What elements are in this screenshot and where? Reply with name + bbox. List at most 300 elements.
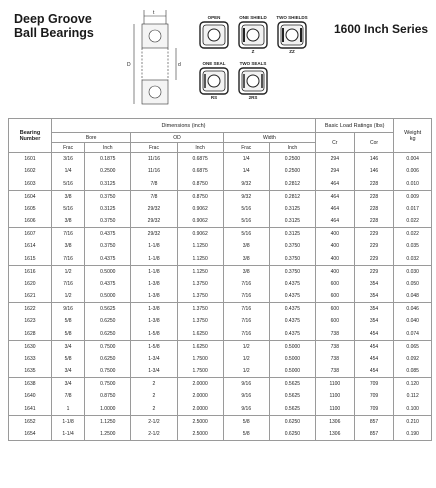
- cell-width-inch: 0.3125: [269, 203, 315, 216]
- label-outer-diameter: D: [127, 62, 131, 68]
- cell-width-frac: 9/16: [223, 390, 269, 403]
- table-row: [9, 365, 432, 378]
- cell-bearing: 1602: [9, 165, 52, 178]
- cell-od-frac: 2-1/2: [131, 428, 177, 441]
- cell-cor: 857: [354, 428, 394, 441]
- cell-od-inch: 1.1250: [177, 265, 223, 278]
- table-row: [9, 203, 432, 216]
- cell-bore-frac: 5/8: [51, 353, 84, 366]
- header-weight-unit: kg: [409, 135, 416, 142]
- cell-width-frac: 3/8: [223, 240, 269, 253]
- cell-od-frac: 2-1/2: [131, 415, 177, 428]
- header-od-inch: Inch: [177, 143, 223, 153]
- variant-code: [194, 49, 234, 55]
- cell-bore-inch: 0.6250: [85, 353, 131, 366]
- cell-width-inch: 0.5625: [269, 403, 315, 416]
- cell-bearing: 1654: [9, 428, 52, 441]
- cell-od-frac: 1-3/8: [131, 303, 177, 316]
- cell-od-frac: 11/16: [131, 165, 177, 178]
- variant-open: [194, 14, 234, 55]
- cell-od-inch: 1.3750: [177, 303, 223, 316]
- variant-label: TWO SHIELDS: [276, 15, 308, 20]
- cell-od-frac: 29/32: [131, 203, 177, 216]
- cell-width-frac: 1/2: [223, 340, 269, 353]
- cell-od-frac: 1-1/8: [131, 265, 177, 278]
- title-line-1: Deep Groove: [14, 12, 92, 26]
- header-weight: [394, 119, 432, 153]
- variant-code: 2RS: [248, 95, 258, 100]
- cell-cor: 229: [354, 228, 394, 241]
- bearing-two-seals-icon: [238, 67, 268, 95]
- cell-cr: 1100: [316, 390, 355, 403]
- cell-cr: 294: [316, 165, 355, 178]
- cell-weight: 0.035: [394, 240, 432, 253]
- cell-width-frac: 1/4: [223, 165, 269, 178]
- cell-width-frac: 5/8: [223, 428, 269, 441]
- cell-width-frac: 3/8: [223, 265, 269, 278]
- table-row: [9, 165, 432, 178]
- cell-od-frac: 2: [131, 378, 177, 391]
- cell-bearing: 1635: [9, 365, 52, 378]
- cell-bore-frac: 3/16: [51, 153, 84, 166]
- cell-bore-inch: 0.3125: [85, 203, 131, 216]
- cell-cr: 400: [316, 253, 355, 266]
- cell-width-frac: 7/16: [223, 290, 269, 303]
- cell-weight: 0.120: [394, 378, 432, 391]
- cell-cor: 228: [354, 215, 394, 228]
- cell-bore-inch: 0.4375: [85, 278, 131, 291]
- cell-bore-inch: 0.5625: [85, 303, 131, 316]
- cell-bore-frac: 1/2: [51, 265, 84, 278]
- cell-width-inch: 0.2500: [269, 153, 315, 166]
- cell-cor: 229: [354, 240, 394, 253]
- table-row: [9, 290, 432, 303]
- cell-bore-frac: 3/4: [51, 365, 84, 378]
- cell-weight: 0.100: [394, 403, 432, 416]
- cell-od-inch: 2.0000: [177, 378, 223, 391]
- cell-width-frac: 9/16: [223, 403, 269, 416]
- cell-bore-inch: 0.3125: [85, 178, 131, 191]
- table-row: [9, 328, 432, 341]
- cell-bearing: 1603: [9, 178, 52, 191]
- bearing-two-shields-icon: [277, 21, 307, 49]
- table-row: [9, 153, 432, 166]
- cell-bore-frac: 9/16: [51, 303, 84, 316]
- cell-od-inch: 0.9062: [177, 203, 223, 216]
- cell-cr: 1100: [316, 378, 355, 391]
- table-row: [9, 428, 432, 441]
- cell-width-inch: 0.5000: [269, 340, 315, 353]
- cell-cr: 738: [316, 365, 355, 378]
- header-dimensions: Dimensions (inch): [51, 119, 315, 133]
- cell-weight: 0.010: [394, 178, 432, 191]
- header-bore: Bore: [51, 133, 130, 143]
- bearing-table-body: [9, 153, 432, 441]
- cell-od-frac: 29/32: [131, 228, 177, 241]
- cell-width-frac: 7/16: [223, 278, 269, 291]
- variant-one-shield: [233, 14, 273, 55]
- cell-bore-inch: 0.5000: [85, 265, 131, 278]
- cell-cor: 228: [354, 203, 394, 216]
- cell-width-frac: 7/16: [223, 328, 269, 341]
- cell-bore-inch: 0.6250: [85, 315, 131, 328]
- cell-od-inch: 1.7500: [177, 365, 223, 378]
- cell-cr: 600: [316, 315, 355, 328]
- cell-weight: 0.050: [394, 278, 432, 291]
- cell-od-inch: 0.6875: [177, 165, 223, 178]
- cell-od-frac: 11/16: [131, 153, 177, 166]
- variant-label: ONE SHIELD: [239, 15, 267, 20]
- cell-od-inch: 0.8750: [177, 178, 223, 191]
- bearing-cross-section-diagram: [122, 6, 186, 116]
- cell-bore-inch: 0.7500: [85, 340, 131, 353]
- bearing-spec-table: [8, 118, 432, 441]
- cell-bore-frac: 1-1/8: [51, 415, 84, 428]
- cell-weight: 0.017: [394, 203, 432, 216]
- cell-bearing: 1616: [9, 265, 52, 278]
- cell-cor: 454: [354, 340, 394, 353]
- table-row: [9, 315, 432, 328]
- cell-cr: 738: [316, 340, 355, 353]
- table-row: [9, 265, 432, 278]
- variant-code: ZZ: [289, 49, 295, 54]
- table-row: [9, 353, 432, 366]
- cell-cr: 600: [316, 290, 355, 303]
- cell-od-inch: 1.1250: [177, 240, 223, 253]
- variant-code: Z: [251, 49, 255, 54]
- cell-bore-frac: 3/8: [51, 240, 84, 253]
- cell-cor: 454: [354, 353, 394, 366]
- cell-width-frac: 7/16: [223, 303, 269, 316]
- table-row: [9, 415, 432, 428]
- cell-od-frac: 29/32: [131, 215, 177, 228]
- cell-bore-inch: 0.8750: [85, 390, 131, 403]
- cell-cor: 857: [354, 415, 394, 428]
- cell-od-frac: 1-5/8: [131, 340, 177, 353]
- cell-od-inch: 1.3750: [177, 278, 223, 291]
- cell-width-frac: 7/16: [223, 315, 269, 328]
- cell-bore-inch: 0.4375: [85, 253, 131, 266]
- cell-bore-inch: 0.7500: [85, 365, 131, 378]
- cell-bearing: 1601: [9, 153, 52, 166]
- cell-cr: 464: [316, 215, 355, 228]
- variant-code: RS: [210, 95, 218, 100]
- cell-bore-frac: 3/4: [51, 378, 84, 391]
- cell-width-inch: 0.5000: [269, 353, 315, 366]
- cell-width-frac: 9/32: [223, 178, 269, 191]
- cell-bore-frac: 1/2: [51, 290, 84, 303]
- header-width-frac: Frac: [223, 143, 269, 153]
- cell-width-inch: 0.4375: [269, 315, 315, 328]
- cell-od-inch: 0.8750: [177, 190, 223, 203]
- cell-bore-inch: 0.2500: [85, 165, 131, 178]
- cell-bore-inch: 0.7500: [85, 378, 131, 391]
- table-row: [9, 240, 432, 253]
- cell-cor: 146: [354, 153, 394, 166]
- title-line-2: Ball Bearings: [14, 26, 94, 40]
- cell-cor: 354: [354, 315, 394, 328]
- cell-cor: 146: [354, 165, 394, 178]
- cell-od-inch: 1.6250: [177, 340, 223, 353]
- cell-cr: 738: [316, 328, 355, 341]
- cell-cr: 294: [316, 153, 355, 166]
- cell-od-frac: 7/8: [131, 178, 177, 191]
- cell-width-inch: 0.2812: [269, 178, 315, 191]
- cell-width-inch: 0.5000: [269, 365, 315, 378]
- cell-bore-frac: 3/8: [51, 215, 84, 228]
- cell-od-frac: 1-1/8: [131, 240, 177, 253]
- cell-cor: 454: [354, 328, 394, 341]
- cell-bore-inch: 0.1875: [85, 153, 131, 166]
- table-row: [9, 215, 432, 228]
- cell-width-frac: 1/4: [223, 153, 269, 166]
- cell-bore-frac: 1/4: [51, 165, 84, 178]
- cell-od-inch: 0.6875: [177, 153, 223, 166]
- cell-weight: 0.004: [394, 153, 432, 166]
- cell-cor: 354: [354, 278, 394, 291]
- label-t: t: [153, 10, 155, 16]
- cell-bearing: 1623: [9, 315, 52, 328]
- header-width-inch: Inch: [269, 143, 315, 153]
- cell-bore-frac: 5/16: [51, 203, 84, 216]
- cell-bore-inch: 0.6250: [85, 328, 131, 341]
- cell-bearing: 1614: [9, 240, 52, 253]
- cell-width-inch: 0.5625: [269, 378, 315, 391]
- cell-od-frac: 2: [131, 390, 177, 403]
- cell-od-frac: 1-3/8: [131, 278, 177, 291]
- cell-cr: 600: [316, 278, 355, 291]
- cell-od-frac: 1-3/8: [131, 315, 177, 328]
- header-od-frac: Frac: [131, 143, 177, 153]
- cell-width-inch: 0.6250: [269, 428, 315, 441]
- cell-weight: 0.074: [394, 328, 432, 341]
- cell-cor: 228: [354, 190, 394, 203]
- cell-bearing: 1638: [9, 378, 52, 391]
- cell-bore-inch: 0.5000: [85, 290, 131, 303]
- bearing-one-seal-icon: [199, 67, 229, 95]
- cell-weight: 0.046: [394, 303, 432, 316]
- cell-bore-frac: 7/16: [51, 278, 84, 291]
- cell-od-inch: 2.0000: [177, 390, 223, 403]
- cell-cr: 464: [316, 190, 355, 203]
- header-bore-inch: Inch: [85, 143, 131, 153]
- table-row: [9, 303, 432, 316]
- cell-bore-inch: 0.4375: [85, 228, 131, 241]
- cell-od-frac: 1-5/8: [131, 328, 177, 341]
- header-od: OD: [131, 133, 223, 143]
- cell-bearing: 1615: [9, 253, 52, 266]
- cell-bearing: 1640: [9, 390, 52, 403]
- cell-bearing: 1605: [9, 203, 52, 216]
- cell-bore-inch: 0.3750: [85, 215, 131, 228]
- table-row: [9, 390, 432, 403]
- cell-cor: 228: [354, 178, 394, 191]
- cell-cr: 400: [316, 265, 355, 278]
- table-row: [9, 403, 432, 416]
- cell-cr: 400: [316, 228, 355, 241]
- table-row: [9, 278, 432, 291]
- cell-bore-frac: 5/8: [51, 328, 84, 341]
- cell-cr: 1100: [316, 403, 355, 416]
- cell-bore-frac: 1: [51, 403, 84, 416]
- cell-width-inch: 0.4375: [269, 303, 315, 316]
- cell-bore-frac: 7/16: [51, 228, 84, 241]
- cell-cor: 709: [354, 390, 394, 403]
- cell-width-frac: 1/2: [223, 365, 269, 378]
- cell-od-frac: 1-3/4: [131, 353, 177, 366]
- cell-cor: 354: [354, 303, 394, 316]
- cell-bore-frac: 5/16: [51, 178, 84, 191]
- cell-weight: 0.210: [394, 415, 432, 428]
- cell-od-inch: 1.6250: [177, 328, 223, 341]
- cell-bore-inch: 0.3750: [85, 190, 131, 203]
- cell-bore-inch: 0.3750: [85, 240, 131, 253]
- cell-bearing: 1641: [9, 403, 52, 416]
- header-cor: Cor: [354, 133, 394, 153]
- cell-width-inch: 0.3750: [269, 265, 315, 278]
- cell-width-frac: 5/16: [223, 215, 269, 228]
- cell-cor: 229: [354, 253, 394, 266]
- variant-two-seals: [233, 60, 273, 101]
- cell-bearing: 1622: [9, 303, 52, 316]
- cell-bore-inch: 1.1250: [85, 415, 131, 428]
- header-cr: Cr: [316, 133, 355, 153]
- cell-width-frac: 1/2: [223, 353, 269, 366]
- series-title: 1600 Inch Series: [334, 22, 429, 36]
- cell-weight: 0.022: [394, 228, 432, 241]
- cell-weight: 0.112: [394, 390, 432, 403]
- cell-cr: 738: [316, 353, 355, 366]
- variant-one-seal: [194, 60, 234, 101]
- cell-bore-inch: 1.0000: [85, 403, 131, 416]
- cell-cr: 464: [316, 203, 355, 216]
- bearing-one-shield-icon: [238, 21, 268, 49]
- variant-label: TWO SEALS: [239, 61, 267, 66]
- cell-width-inch: 0.2812: [269, 190, 315, 203]
- cell-width-inch: 0.4375: [269, 278, 315, 291]
- cell-width-frac: 5/16: [223, 203, 269, 216]
- cell-cor: 354: [354, 290, 394, 303]
- cell-bore-frac: 3/8: [51, 190, 84, 203]
- cell-bore-inch: 1.2500: [85, 428, 131, 441]
- cell-weight: 0.032: [394, 253, 432, 266]
- cell-cr: 400: [316, 240, 355, 253]
- table-row: [9, 253, 432, 266]
- label-bore-diameter: d: [178, 62, 181, 68]
- table-row: [9, 378, 432, 391]
- cell-weight: 0.065: [394, 340, 432, 353]
- header-bore-frac: Frac: [51, 143, 84, 153]
- cell-od-inch: 0.9062: [177, 228, 223, 241]
- cell-width-inch: 0.2500: [269, 165, 315, 178]
- cell-od-inch: 1.7500: [177, 353, 223, 366]
- cell-weight: 0.048: [394, 290, 432, 303]
- cell-width-inch: 0.3125: [269, 215, 315, 228]
- cell-od-inch: 2.5000: [177, 428, 223, 441]
- cell-width-inch: 0.4375: [269, 290, 315, 303]
- cell-weight: 0.022: [394, 215, 432, 228]
- cell-od-frac: 1-3/8: [131, 290, 177, 303]
- cell-od-frac: 7/8: [131, 190, 177, 203]
- cell-width-inch: 0.3125: [269, 228, 315, 241]
- cell-width-frac: 9/32: [223, 190, 269, 203]
- cell-width-inch: 0.3750: [269, 253, 315, 266]
- cell-cor: 709: [354, 378, 394, 391]
- header-bearing-number: Bearing Number: [9, 119, 52, 153]
- cell-bore-frac: 5/8: [51, 315, 84, 328]
- cell-cr: 464: [316, 178, 355, 191]
- cell-bearing: 1652: [9, 415, 52, 428]
- cell-od-inch: 2.0000: [177, 403, 223, 416]
- variant-label: ONE SEAL: [202, 61, 226, 66]
- cell-od-inch: 1.3750: [177, 290, 223, 303]
- cell-width-inch: 0.4375: [269, 328, 315, 341]
- header-load-ratings: Basic Load Ratings (lbs): [316, 119, 394, 133]
- cell-od-inch: 2.5000: [177, 415, 223, 428]
- cell-od-frac: 1-3/4: [131, 365, 177, 378]
- cell-weight: 0.040: [394, 315, 432, 328]
- cell-bearing: 1628: [9, 328, 52, 341]
- cell-bearing: 1607: [9, 228, 52, 241]
- cell-bore-frac: 7/16: [51, 253, 84, 266]
- cell-width-frac: 3/8: [223, 253, 269, 266]
- variant-label: OPEN: [207, 15, 221, 20]
- cell-cr: 1306: [316, 415, 355, 428]
- cell-cr: 600: [316, 303, 355, 316]
- cell-od-inch: 1.1250: [177, 253, 223, 266]
- header-weight-label: Weight: [404, 129, 422, 136]
- cell-width-frac: 5/8: [223, 415, 269, 428]
- cell-cor: 709: [354, 403, 394, 416]
- cell-bearing: 1630: [9, 340, 52, 353]
- table-row: [9, 228, 432, 241]
- cell-width-inch: 0.6250: [269, 415, 315, 428]
- page-title: [14, 12, 94, 40]
- cell-cor: 229: [354, 265, 394, 278]
- cell-od-frac: 1-1/8: [131, 253, 177, 266]
- cell-bearing: 1604: [9, 190, 52, 203]
- cell-cor: 454: [354, 365, 394, 378]
- cell-od-inch: 1.3750: [177, 315, 223, 328]
- cell-weight: 0.085: [394, 365, 432, 378]
- bearing-open-icon: [199, 21, 229, 49]
- cell-weight: 0.030: [394, 265, 432, 278]
- table-row: [9, 340, 432, 353]
- cell-bore-frac: 1-1/4: [51, 428, 84, 441]
- cell-bearing: 1620: [9, 278, 52, 291]
- cell-bore-frac: 3/4: [51, 340, 84, 353]
- cell-width-inch: 0.3750: [269, 240, 315, 253]
- cell-weight: 0.006: [394, 165, 432, 178]
- cell-weight: 0.190: [394, 428, 432, 441]
- cell-od-inch: 0.9062: [177, 215, 223, 228]
- cell-bearing: 1621: [9, 290, 52, 303]
- cell-width-frac: 5/16: [223, 228, 269, 241]
- cell-od-frac: 2: [131, 403, 177, 416]
- cell-weight: 0.092: [394, 353, 432, 366]
- cell-weight: 0.009: [394, 190, 432, 203]
- cell-bearing: 1633: [9, 353, 52, 366]
- table-row: [9, 178, 432, 191]
- header-width: Width: [223, 133, 315, 143]
- cell-width-frac: 9/16: [223, 378, 269, 391]
- variant-two-shields: [272, 14, 312, 55]
- cell-bearing: 1606: [9, 215, 52, 228]
- cell-cr: 1306: [316, 428, 355, 441]
- cell-width-inch: 0.5625: [269, 390, 315, 403]
- table-row: [9, 190, 432, 203]
- cell-bore-frac: 7/8: [51, 390, 84, 403]
